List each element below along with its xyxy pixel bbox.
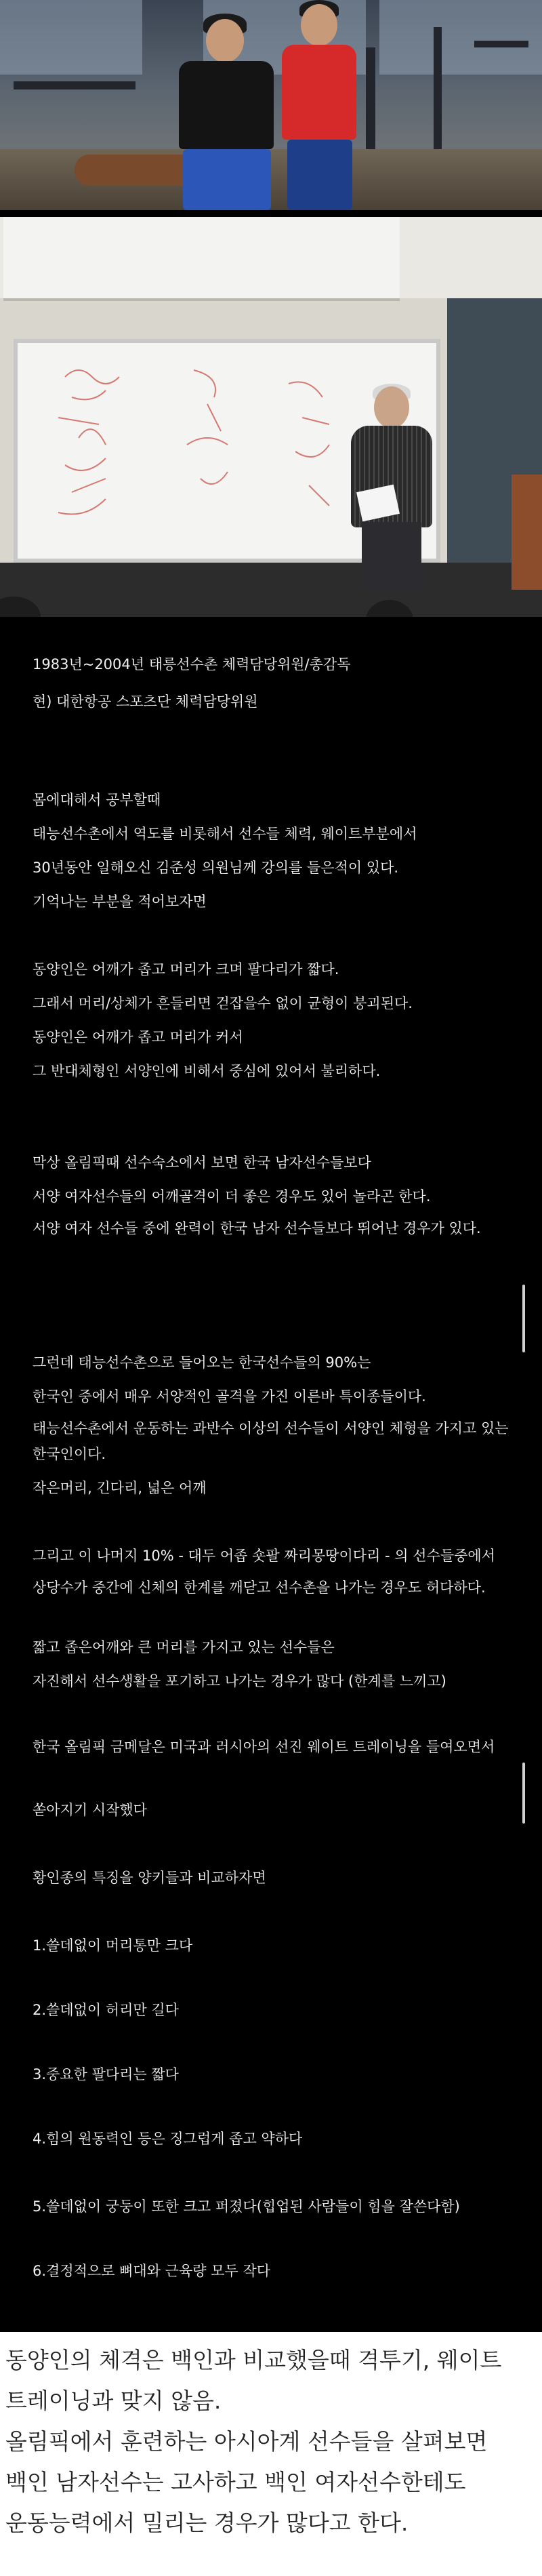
text-line: 몸에대해서 공부할때 [33,792,161,808]
text-line: 기억나는 부분을 적어보자면 [33,893,207,910]
athlete-legs [287,140,352,210]
caption-line: 백인 남자선수는 고사하고 백인 여자선수한테도 [5,2469,466,2495]
text-line: 동양인은 어깨가 좁고 머리가 크며 팔다리가 짧다. [33,961,339,978]
caption-line: 올림픽에서 훈련하는 아시아계 선수들을 살펴보면 [5,2428,488,2455]
text-line: 서양 여자선수들의 어깨골격이 더 좋은 경우도 있어 놀라곤 한다. [33,1188,431,1205]
text-line: 30년동안 일해오신 김준성 의원님께 강의를 들은적이 있다. [33,860,399,876]
athlete-black-shirt [169,14,285,210]
text-line: 그리고 이 나머지 10% - 대두 어좁 숏팔 짜리몽땅이다리 - 의 선수들중에서 [33,1548,495,1564]
text-line: 한국 올림픽 금메달은 미국과 러시아의 선진 웨이트 트레이닝을 들여오면서 [33,1739,495,1755]
list-item: 2.쓸데없이 허리만 길다 [33,2002,179,2018]
projector-screen [3,217,400,301]
text-line: 그래서 머리/상체가 흔들리면 걷잡을수 없이 균형이 붕괴된다. [33,995,413,1011]
athlete-legs [183,149,271,210]
text-line: 서양 여자 선수들 중에 완력이 한국 남자 선수들보다 뛰어난 경우가 있다. [33,1220,481,1236]
text-line: 상당수가 중간에 신체의 한계를 깨닫고 선수촌을 나가는 경우도 허다하다. [33,1579,486,1596]
athlete-torso [282,45,356,140]
gym-window [379,0,542,75]
caption-line: 동양인의 체격은 백인과 비교했을때 격투기, 웨이트 [5,2347,502,2373]
gym-rack [14,81,136,89]
text-line: 막상 올림픽때 선수숙소에서 보면 한국 남자선수들보다 [33,1154,371,1171]
lecturer-head [374,386,409,428]
text-line: 작은머리, 긴다리, 넓은 어깨 [33,1480,207,1496]
text-line: 자진해서 선수생활을 포기하고 나가는 경우가 많다 (한계를 느끼고) [33,1673,446,1689]
athlete-head [206,19,244,62]
article-text-area [0,617,542,2332]
gym-window [0,0,142,75]
gym-rack [366,47,375,156]
text-line: 쏟아지기 시작했다 [33,1802,147,1818]
text-line: 한국인 중에서 매우 서양적인 골격을 가진 이른바 특이종들이다. [33,1388,426,1405]
list-item: 3.중요한 팔다리는 짧다 [33,2066,179,2082]
text-line: 태능선수촌에서 역도를 비롯해서 선수들 체력, 웨이트부분에서 [33,826,417,842]
caption-line: 운동능력에서 밀리는 경우가 많다고 한다. [5,2510,409,2536]
text-line: 그런데 태능선수촌으로 들어오는 한국선수들의 90%는 [33,1354,371,1371]
text-line: 태능선수촌에서 운동하는 과반수 이상의 선수들이 서양인 체형을 가지고 있는 한국인이다. [33,1420,509,1462]
text-line: 동양인은 어깨가 좁고 머리가 커서 [33,1029,243,1045]
podium [512,475,542,590]
caption-area [0,2332,542,2576]
list-item: 1.쓸데없이 머리통만 크다 [33,1937,193,1954]
caption-line: 트레이닝과 맞지 않음. [5,2388,222,2414]
athlete-red-shirt [278,0,359,210]
text-line: 1983년~2004년 태릉선수촌 체력담당위원/총감독 [33,656,351,672]
list-item: 4.힘의 원동력인 등은 징그럽게 좁고 약하다 [33,2131,303,2147]
text-line: 그 반대체형인 서양인에 비해서 중심에 있어서 불리하다. [33,1063,381,1079]
lecturer [332,386,447,590]
athlete-torso [179,61,274,149]
athlete-head [301,4,337,46]
lecture-photo [0,217,542,617]
lecture-floor [0,563,542,617]
lecturer-pants [362,522,421,590]
text-line: 현) 대한항공 스포츠단 체력담당위원 [33,693,258,710]
gym-rack [434,27,442,156]
scrollbar[interactable] [522,1763,525,1824]
text-line: 황인종의 특징을 양키들과 비교하자면 [33,1870,266,1886]
gym-photo [0,0,542,210]
text-line: 짧고 좁은어깨와 큰 머리를 가지고 있는 선수들은 [33,1639,335,1655]
list-item: 5.쓸데없이 궁둥이 또한 크고 퍼졌다(힙업된 사람들이 힘을 잘쓴다함) [33,2198,460,2215]
scrollbar[interactable] [522,1285,525,1352]
gym-rack [474,41,528,47]
list-item: 6.결정적으로 뼈대와 근육량 모두 작다 [33,2263,271,2279]
